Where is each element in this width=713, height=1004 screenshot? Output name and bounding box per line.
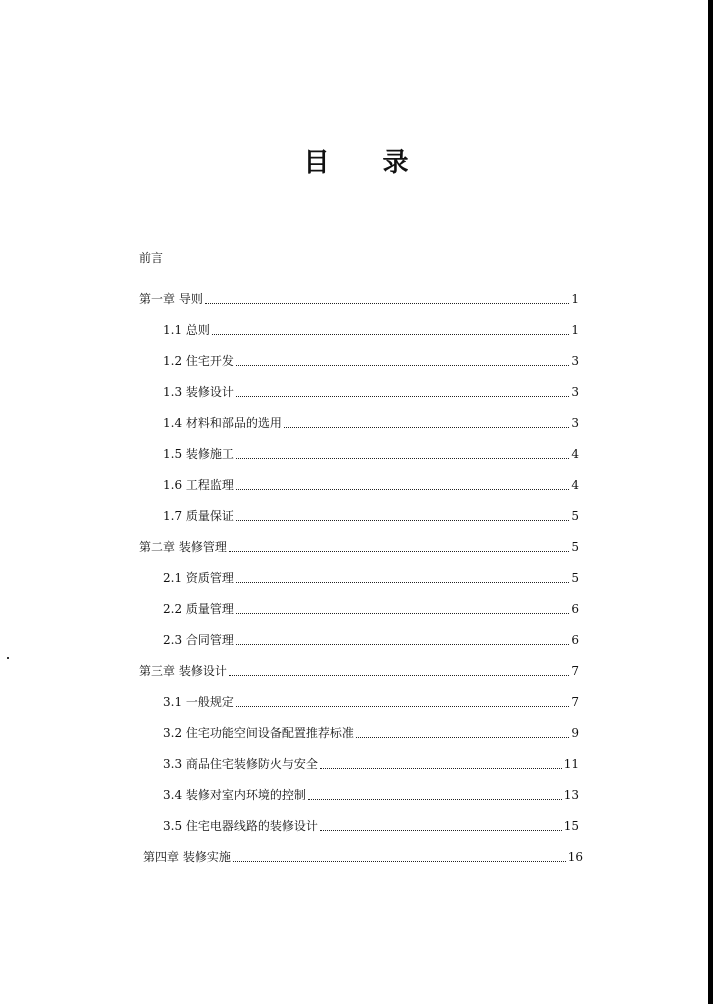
toc-entry-label: 2.3 合同管理 — [163, 633, 234, 647]
toc-entry-2-2[interactable] — [163, 586, 579, 617]
toc-entry-page: 5 — [571, 509, 579, 523]
toc-entry-page: 4 — [571, 447, 579, 461]
toc-entry-page: 1 — [571, 292, 579, 306]
leader-dots — [233, 860, 566, 862]
toc-entry-3-3[interactable] — [163, 741, 579, 772]
toc-entry-1-6[interactable] — [163, 462, 579, 493]
toc-entry-page: 3 — [571, 385, 579, 399]
leader-dots — [308, 798, 562, 800]
toc-entry-page: 1 — [571, 323, 579, 337]
toc-entry-label: 1.2 住宅开发 — [163, 354, 234, 368]
toc-entry-page: 9 — [571, 726, 579, 740]
toc-entry-label: 2.1 资质管理 — [163, 571, 234, 585]
leader-dots — [229, 550, 569, 552]
leader-dots — [236, 488, 569, 490]
toc-entry-1-3[interactable] — [163, 369, 579, 400]
toc-entry-page: 7 — [571, 664, 579, 678]
toc-entry-chapter-1[interactable] — [139, 276, 579, 307]
toc-entry-page: 5 — [571, 540, 579, 554]
toc-entry-label: 1.7 质量保证 — [163, 509, 234, 523]
toc-preface: 前言 — [139, 251, 164, 265]
toc-entry-3-4[interactable] — [163, 772, 579, 803]
toc-entry-2-1[interactable] — [163, 555, 579, 586]
toc-entry-label: 3.2 住宅功能空间设备配置推荐标准 — [163, 726, 354, 740]
leader-dots — [212, 333, 569, 335]
toc-entry-label: 1.5 装修施工 — [163, 447, 234, 461]
toc-entry-label: 1.1 总则 — [163, 323, 210, 337]
leader-dots — [320, 767, 562, 769]
leader-dots — [320, 829, 562, 831]
leader-dots — [229, 674, 569, 676]
leader-dots — [284, 426, 569, 428]
toc-entry-page: 11 — [563, 757, 579, 771]
title-char-2: 录 — [382, 148, 410, 178]
leader-dots — [236, 581, 569, 583]
page-title — [0, 142, 713, 179]
leader-dots — [236, 643, 569, 645]
leader-dots — [205, 302, 569, 304]
table-of-contents — [0, 276, 713, 865]
toc-entry-page: 6 — [571, 633, 579, 647]
title-char-1: 目 — [303, 148, 331, 178]
toc-entry-chapter-4[interactable] — [143, 834, 583, 865]
toc-entry-page: 4 — [571, 478, 579, 492]
toc-entry-1-2[interactable] — [163, 338, 579, 369]
toc-entry-label: 第二章 装修管理 — [139, 540, 227, 554]
leader-dots — [236, 612, 569, 614]
toc-entry-label: 第四章 装修实施 — [143, 850, 231, 864]
leader-dots — [236, 519, 569, 521]
toc-entry-3-5[interactable] — [163, 803, 579, 834]
leader-dots — [356, 736, 569, 738]
toc-entry-label: 第三章 装修设计 — [139, 664, 227, 678]
leader-dots — [236, 705, 569, 707]
toc-entry-page: 6 — [571, 602, 579, 616]
toc-entry-label: 1.6 工程监理 — [163, 478, 234, 492]
toc-entry-page: 5 — [571, 571, 579, 585]
toc-entry-label: 3.1 一般规定 — [163, 695, 234, 709]
leader-dots — [236, 364, 569, 366]
toc-entry-page: 13 — [563, 788, 579, 802]
toc-entry-2-3[interactable] — [163, 617, 579, 648]
toc-entry-label: 1.3 装修设计 — [163, 385, 234, 399]
toc-entry-page: 3 — [571, 354, 579, 368]
toc-entry-3-1[interactable] — [163, 679, 579, 710]
toc-entry-1-1[interactable] — [163, 307, 579, 338]
toc-entry-1-7[interactable] — [163, 493, 579, 524]
toc-entry-page: 7 — [571, 695, 579, 709]
toc-entry-label: 3.5 住宅电器线路的装修设计 — [163, 819, 318, 833]
toc-entry-1-5[interactable] — [163, 431, 579, 462]
toc-entry-chapter-3[interactable] — [139, 648, 579, 679]
toc-entry-label: 1.4 材料和部品的选用 — [163, 416, 282, 430]
toc-entry-label: 3.4 装修对室内环境的控制 — [163, 788, 306, 802]
toc-entry-label: 第一章 导则 — [139, 292, 203, 306]
toc-entry-page: 15 — [563, 819, 579, 833]
toc-entry-chapter-2[interactable] — [139, 524, 579, 555]
toc-entry-1-4[interactable] — [163, 400, 579, 431]
toc-entry-label: 3.3 商品住宅装修防火与安全 — [163, 757, 318, 771]
toc-entry-label: 2.2 质量管理 — [163, 602, 234, 616]
leader-dots — [236, 395, 569, 397]
toc-entry-page: 3 — [571, 416, 579, 430]
leader-dots — [236, 457, 569, 459]
toc-entry-page: 16 — [567, 850, 583, 864]
toc-entry-3-2[interactable] — [163, 710, 579, 741]
